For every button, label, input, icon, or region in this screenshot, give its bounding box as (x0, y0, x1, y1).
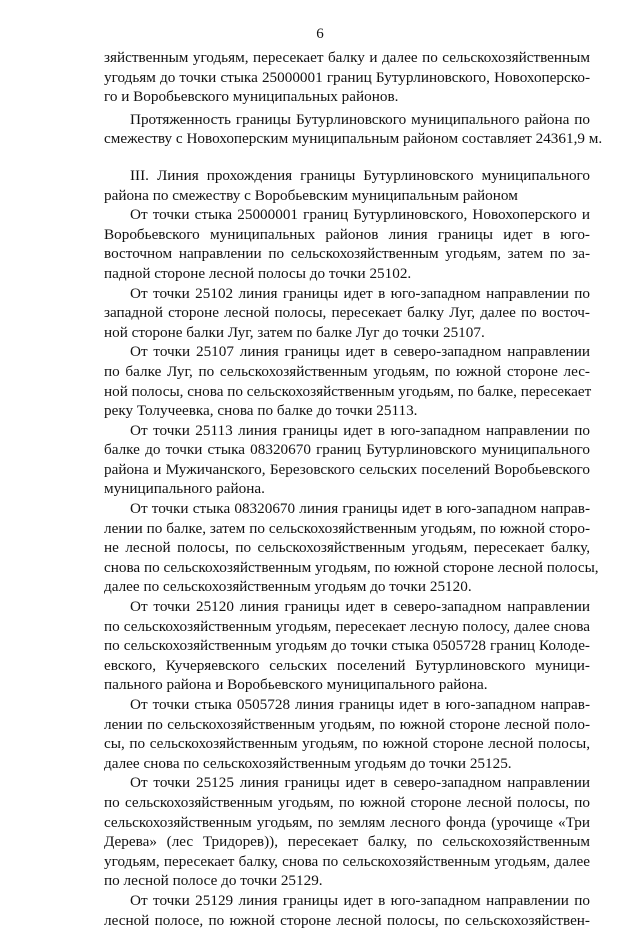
text-line: далее снова по сельскохозяйственным угодьям до точки 25125. (104, 754, 512, 772)
text-line: по сельскохозяйственным угодьям, пересекает лесную полосу, далее снова (104, 617, 590, 635)
text-line: далее по сельскохозяйственным угодьям до точки 25120. (104, 578, 472, 596)
paragraph-from-25129 (104, 891, 590, 930)
text-line: От точки 25125 линия границы идет в северо-западном направлении (130, 774, 590, 792)
text-line: От точки стыка 08320670 линия границы идет в юго-западном направ- (130, 500, 590, 518)
text-line: не лесной полосы, по сельскохозяйственным угодьям, пересекает балку, (104, 539, 590, 557)
text-line: От точки 25113 линия границы идет в юго-западном направлении по (130, 421, 590, 439)
text-line: евского, Кучеряевского сельских поселений Бутурлиновского муници- (104, 656, 590, 674)
text-line: по лесной полосе до точки 25129. (104, 872, 323, 890)
text-line: го и Воробьевского муниципальных районов. (104, 88, 399, 106)
text-line: От точки 25107 линия границы идет в северо-западном направлении (130, 343, 590, 361)
text-line: по сельскохозяйственным угодьям, по южной стороне лесной полосы, по (104, 793, 590, 811)
text-line: снова по сельскохозяйственным угодьям, по южной стороне лесной полосы, (104, 558, 599, 576)
text-line: восточном направлении по сельскохозяйственным угодьям, затем по за- (104, 245, 590, 263)
text-line: От точки стыка 0505728 линия границы идет в юго-западном направ- (130, 696, 590, 713)
text-line: пального района и Воробьевского муниципального района. (104, 676, 488, 694)
document-body (104, 48, 603, 930)
text-line: Дерева» (лес Тридорев)), пересекает балку, по сельскохозяйственным (104, 833, 590, 851)
text-line: От точки 25129 линия границы идет в юго-западном направлении по (130, 891, 590, 909)
text-line: реку Толучеевка, снова по балке до точки 25113. (104, 402, 418, 420)
text-line: От точки стыка 25000001 границ Бутурлиновского, Новохоперского и (130, 206, 590, 224)
text-line: От точки 25120 линия границы идет в северо-западном направлении (130, 598, 590, 616)
section-heading-iii (104, 166, 590, 205)
text-line: От точки 25102 линия границы идет в юго-западном направлении по (130, 284, 590, 302)
text-line: ной полосы, снова по сельскохозяйственным угодьям, по балке, пересекает (104, 382, 592, 400)
text-line: ной стороне балки Луг, затем по балке Луг до точки 25107. (104, 323, 485, 341)
text-line: падной стороне лесной полосы до точки 25102. (104, 264, 412, 282)
paragraph-from-25125 (104, 773, 590, 891)
text-line: по балке Луг, по сельскохозяйственным угодьям, по южной стороне лес- (104, 362, 590, 380)
paragraph-length-novokhopersky (104, 110, 603, 149)
paragraph-from-08320670 (104, 499, 599, 597)
paragraph-from-25120 (104, 597, 590, 695)
text-line: угодьям до точки стыка 25000001 границ Бутурлиновского, Новохоперско- (104, 68, 590, 86)
paragraph-from-25000001 (104, 205, 590, 283)
paragraph-from-25102 (104, 284, 590, 343)
paragraph-from-0505728 (104, 695, 590, 773)
text-line: лении по балке, затем по сельскохозяйственным угодьям, по южной сторо- (104, 519, 590, 537)
text-line: муниципального района. (104, 480, 265, 498)
page-number: 6 (316, 26, 324, 42)
text-line: угодьям, пересекает балку, снова по сельскохозяйственным угодьям, далее (104, 852, 590, 870)
text-line: зяйственным угодьям, пересекает балку и далее по сельскохозяйственным (104, 49, 590, 66)
text-line: лесной полосе, по южной стороне лесной полосы, по сельскохозяйствен- (104, 911, 590, 929)
text-line: по сельскохозяйственным угодьям до точки стыка 0505728 границ Колоде- (104, 637, 590, 655)
text-line: сы, по сельскохозяйственным угодьям, по южной стороне лесной полосы, (104, 735, 590, 753)
paragraph-from-25107 (104, 342, 590, 420)
text-line: Протяженность границы Бутурлиновского муниципального района по (130, 110, 590, 128)
heading-line: района по смежеству с Воробьевским муниципальным районом (104, 186, 518, 204)
text-line: сельскохозяйственным угодьям, по землям лесного фонда (урочище «Три (104, 813, 590, 831)
heading-line: III. Линия прохождения границы Бутурлиновского муниципального (130, 166, 590, 184)
text-line: западной стороне лесной полосы, пересекает балку Луг, далее по восточ- (104, 304, 590, 322)
text-line: лении по сельскохозяйственным угодьям, по южной стороне лесной поло- (104, 715, 590, 733)
text-line: смежеству с Новохоперским муниципальным районом составляет 24361,9 м. (104, 130, 603, 148)
paragraph-continued-ii (104, 48, 590, 107)
text-line: района и Мужичанского, Березовского сельских поселений Воробьевского (104, 460, 590, 478)
text-line: балке до точки стыка 08320670 границ Бутурлиновского муниципального (104, 441, 590, 459)
paragraph-from-25113 (104, 421, 590, 499)
text-line: Воробьевского муниципальных районов линия границы идет в юго- (104, 225, 590, 243)
